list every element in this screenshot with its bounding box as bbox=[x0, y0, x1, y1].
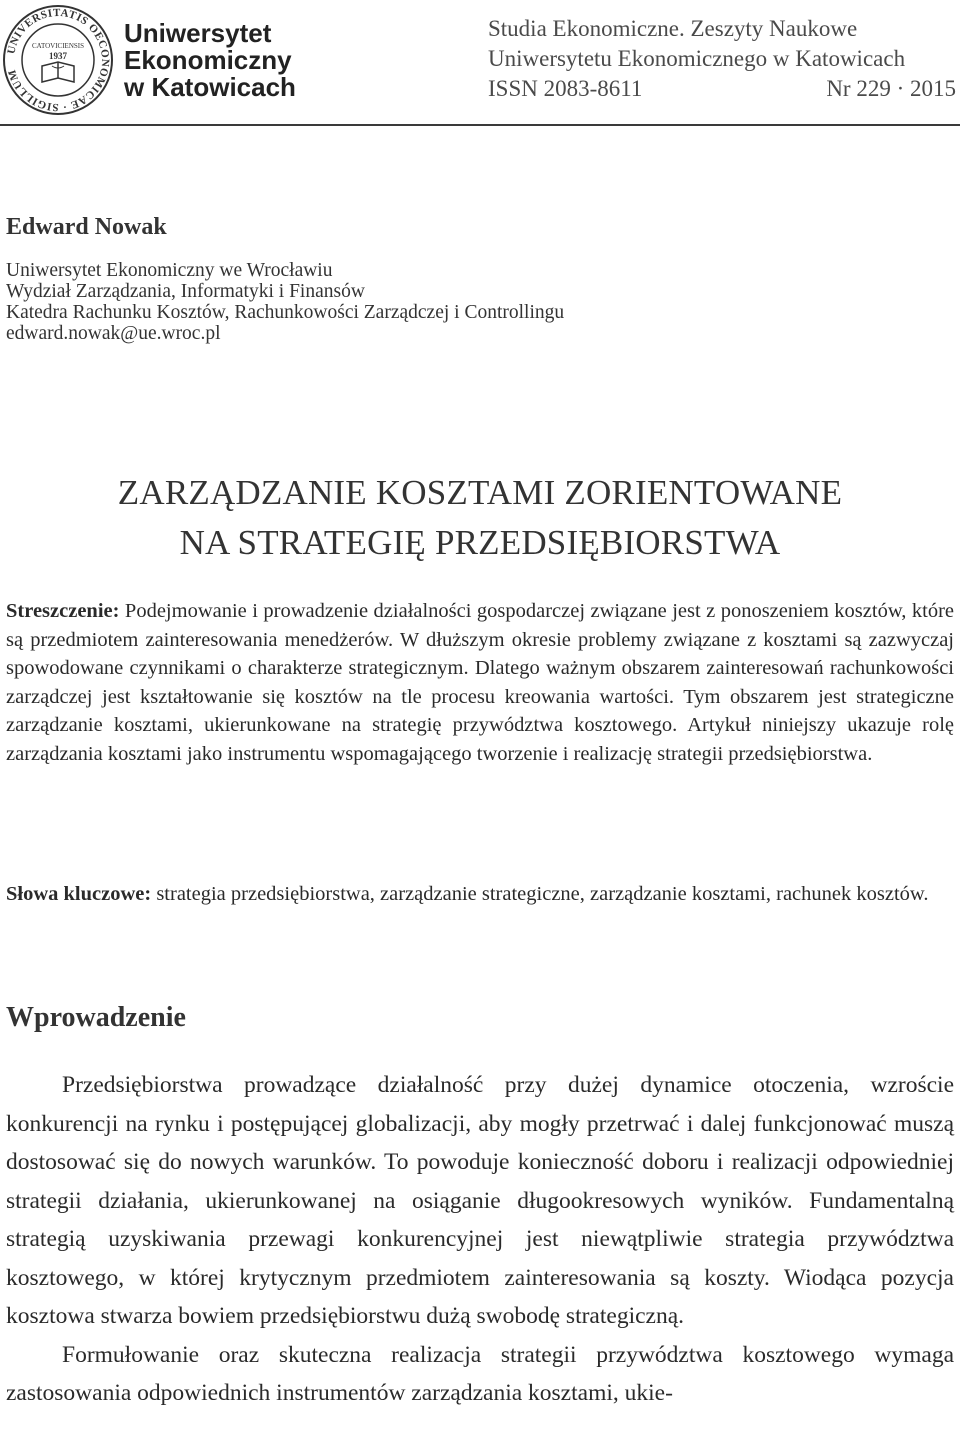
seal-year: 1937 bbox=[49, 51, 67, 61]
university-seal-icon bbox=[2, 4, 114, 116]
journal-issue: Nr 229 · 2015 bbox=[826, 76, 956, 101]
author-university: Uniwersytet Ekonomiczny we Wrocławiu bbox=[6, 260, 333, 281]
abstract-label: Streszczenie: bbox=[6, 600, 120, 622]
abstract-text: Podejmowanie i prowadzenie działalności gospodarczej związane jest z ponoszeniem kosztów, które są przedmiotem zainteresowania menedżerów. W dłuższym okresie problemy związane z kosztami są zazwyczaj spowodowane czynnikami o charakterze strategicznym. Dlatego ważnym obszarem zainteresowań rachunkowości zarządczej jest kształtowanie się kosztów na tle procesu kreowania wartości. Tym obszarem jest strategiczne zarządzanie kosztami, ukierunkowane na strategię przywództwa kosztowego. Artykuł niniejszy ukazuje rolę zarządzania kosztami jako instrumentu wspomagającego tworzenie i realizację strategii przedsiębiorstwa. bbox=[6, 600, 955, 765]
seal-inner-text: CATOVICIENSIS bbox=[32, 42, 84, 50]
journal-issn: ISSN 2083-8611 bbox=[488, 76, 643, 101]
section-heading-introduction: Wprowadzenie bbox=[6, 1002, 186, 1033]
logo-line-2: Ekonomiczny bbox=[124, 45, 292, 75]
keywords-text: strategia przedsiębiorstwa, zarządzanie strategiczne, zarządzanie kosztami, rachunek kosztów. bbox=[156, 883, 929, 905]
journal-issn-row bbox=[488, 74, 956, 104]
paper-title-line-2: NA STRATEGIĘ PRZEDSIĘBIORSTWA bbox=[179, 523, 781, 562]
paper-title-line-1: ZARZĄDZANIE KOSZTAMI ZORIENTOWANE bbox=[117, 473, 843, 512]
author-block bbox=[6, 212, 946, 344]
paragraph: Formułowanie oraz skuteczna realizacja strategii przywództwa kosztowego wymaga zastosowania odpowiednich instrumentów zarządzania kosztami, ukie- bbox=[6, 1341, 954, 1406]
paragraph: Przedsiębiorstwa prowadzące działalność przy dużej dynamice otoczenia, wzroście konkurencji na rynku i postępującej globalizacji, aby mogły przetrwać i dalej funkcjonować muszą dostosować się do nowych warunków. To powoduje konieczność doboru i realizacji odpowiedniej strategii działania, ukierunkowanej na osiąganie długookresowych wyników. Fundamentalną strategią uzyskiwania przewagi konkurencyjnej jest niewątpliwie strategia przywództwa kosztowego, w której krytycznym przedmiotem zainteresowania są koszty. Wiodąca pozycja kosztowa stwarza bowiem przedsiębiorstwu dużą swobodę strategiczną. bbox=[6, 1072, 954, 1329]
logo-line-3: w Katowicach bbox=[124, 72, 296, 102]
journal-title-line-1: Studia Ekonomiczne. Zeszyty Naukowe bbox=[488, 16, 858, 41]
paper-title bbox=[0, 468, 960, 568]
abstract bbox=[6, 597, 954, 769]
keywords-label: Słowa kluczowe: bbox=[6, 883, 152, 905]
author-email: edward.nowak@ue.wroc.pl bbox=[6, 323, 221, 344]
author-department: Katedra Rachunku Kosztów, Rachunkowości Zarządczej i Controllingu bbox=[6, 302, 565, 323]
journal-info bbox=[488, 14, 956, 104]
author-faculty: Wydział Zarządzania, Informatyki i Finansów bbox=[6, 281, 365, 302]
university-logo-text bbox=[124, 20, 296, 101]
seal-outer-text: UNIVERSITATIS OECONOMICAE · SIGILLUM bbox=[5, 6, 112, 114]
author-name: Edward Nowak bbox=[6, 214, 167, 240]
journal-title-line-2: Uniwersytetu Ekonomicznego w Katowicach bbox=[488, 46, 906, 71]
logo-line-1: Uniwersytet bbox=[124, 18, 272, 48]
introduction-body bbox=[6, 1066, 954, 1413]
keywords bbox=[6, 880, 954, 909]
page-header bbox=[0, 0, 960, 126]
